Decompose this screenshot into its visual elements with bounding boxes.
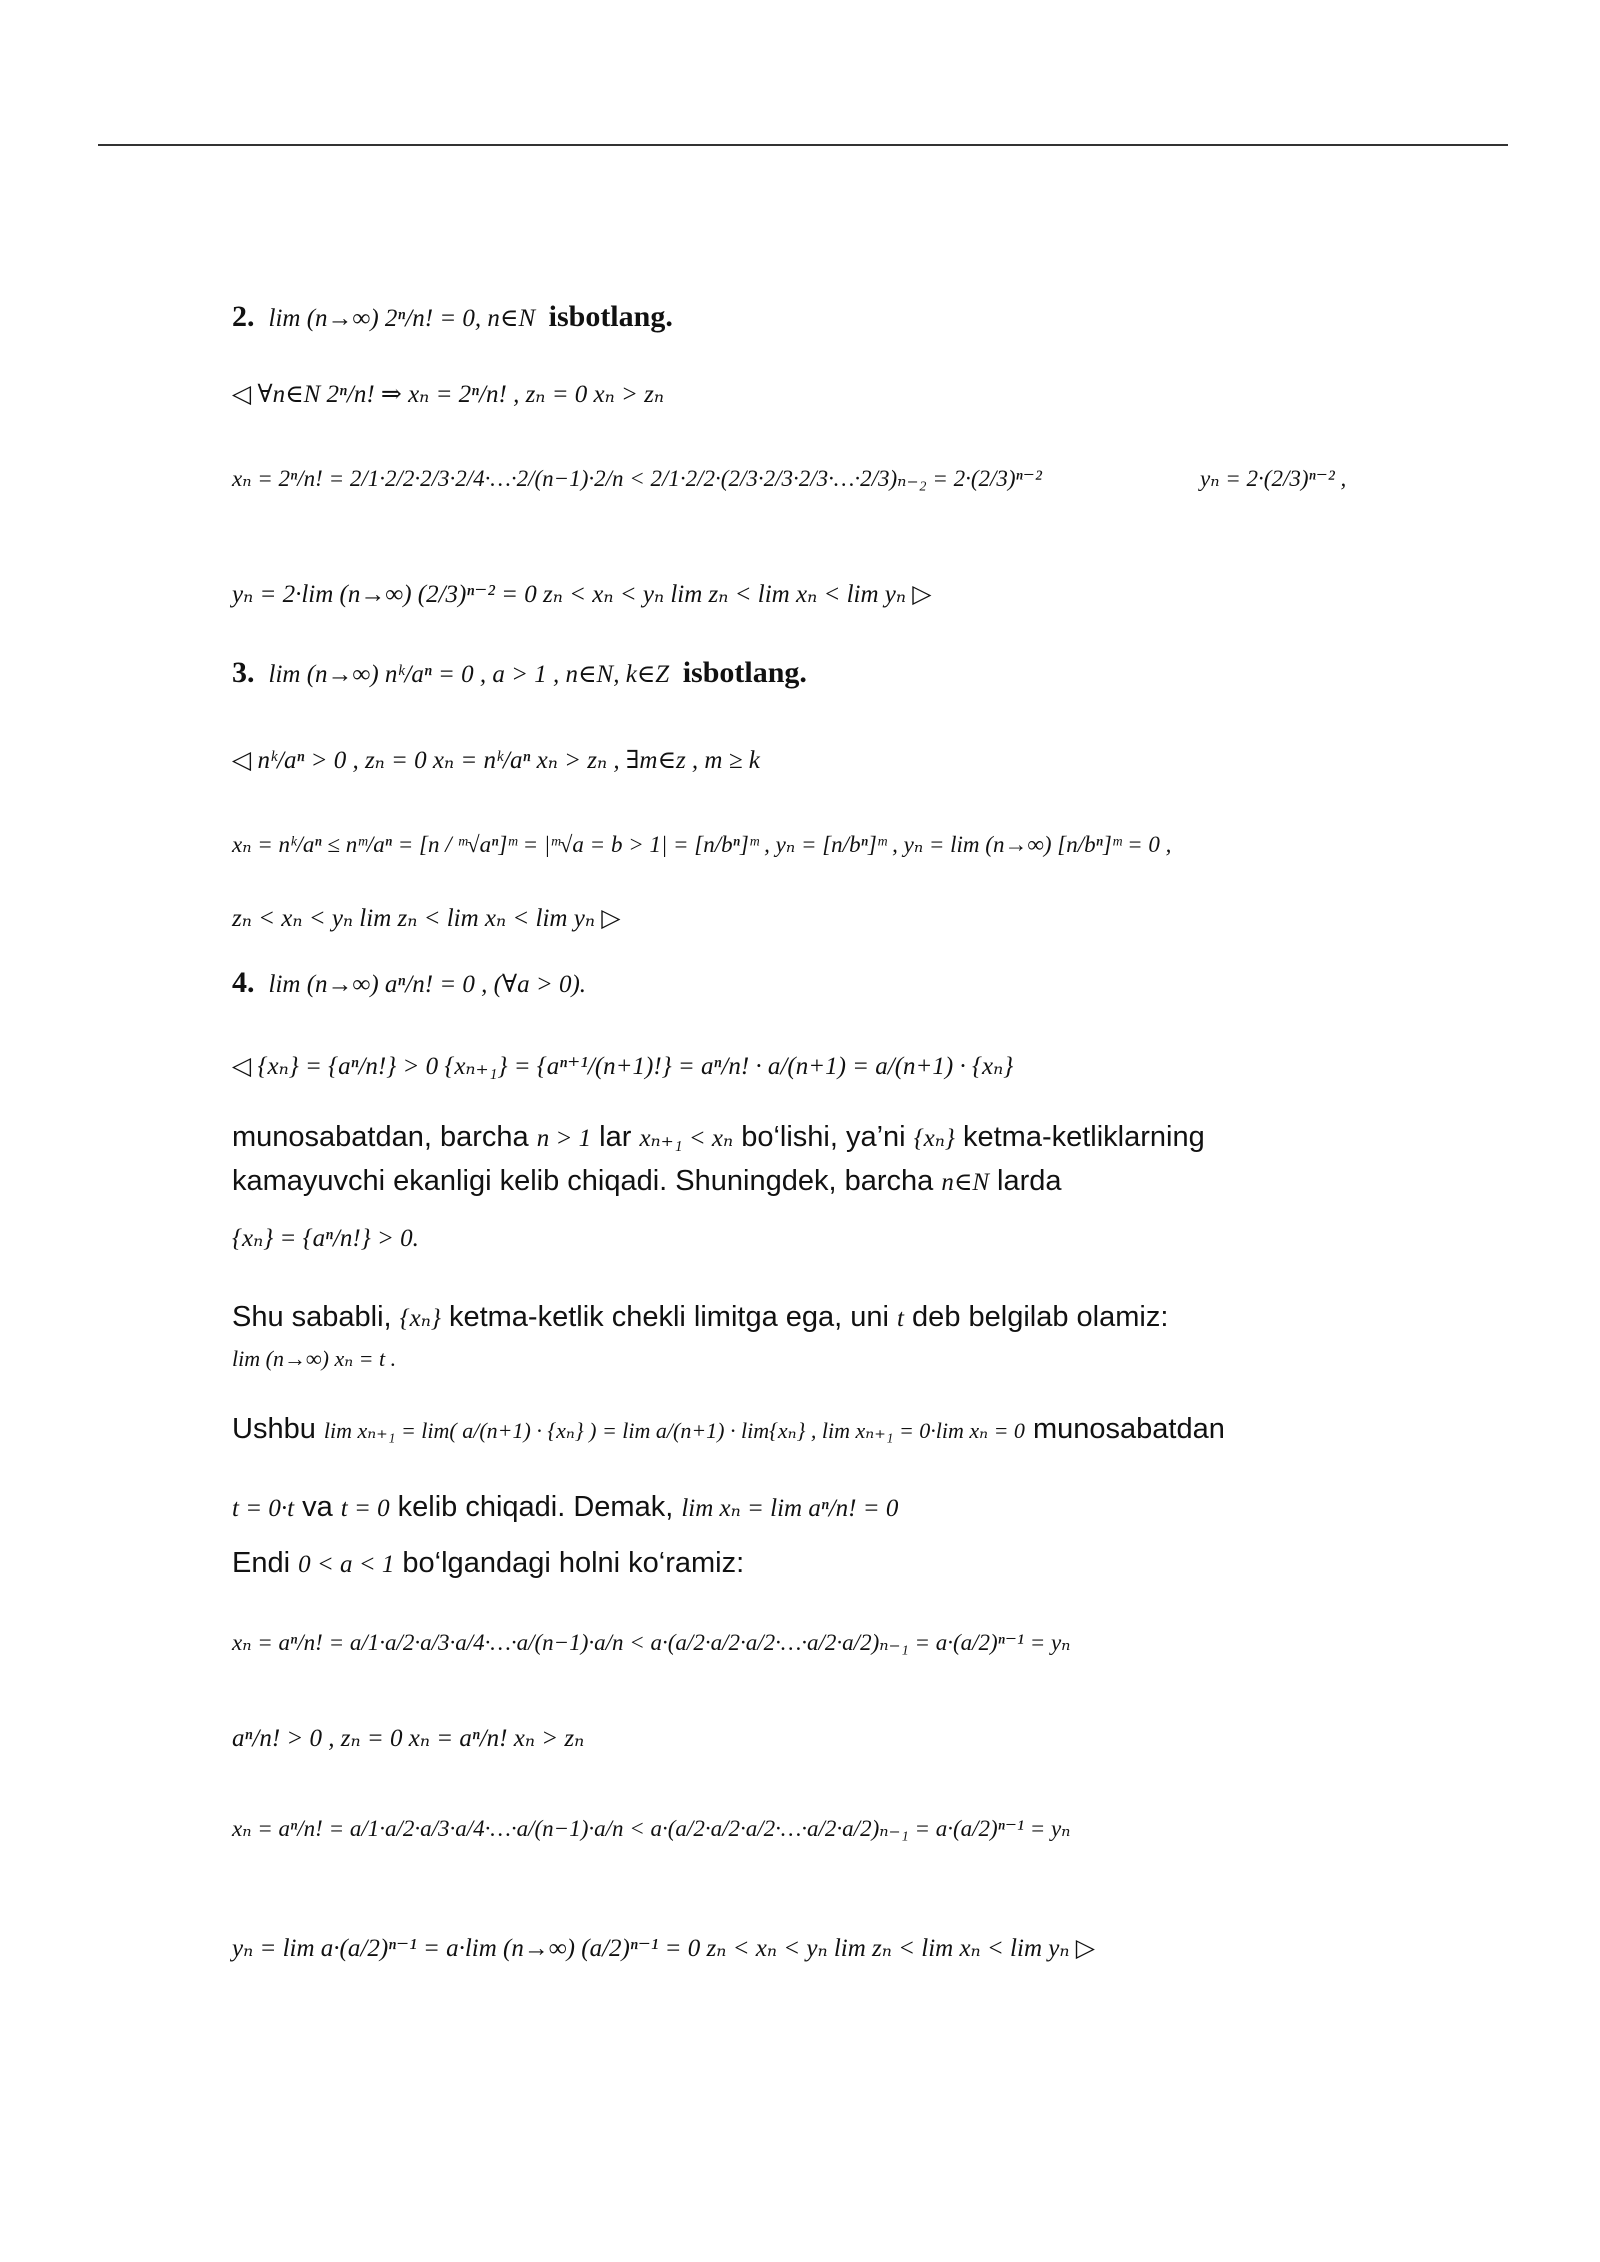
text-run: munosabatdan: [1024, 1413, 1225, 1445]
text-run: ketma-ketlik chekli limitga ega, uni: [440, 1301, 898, 1333]
text-run: Ushbu: [232, 1413, 324, 1445]
proof-line: ◁ nᵏ/aⁿ > 0 , zₙ = 0 xₙ = nᵏ/aⁿ xₙ > zₙ , ∃m∈z , m ≥ k: [232, 747, 760, 774]
math-run: t: [897, 1305, 904, 1332]
math-run: t = 0: [340, 1495, 390, 1522]
math-run: n > 1: [536, 1125, 592, 1152]
text-line: [232, 1300, 1168, 1336]
text-run: kelib chiqadi. Demak,: [389, 1491, 682, 1523]
proof-line: lim (n→∞) xₙ = t .: [232, 1346, 397, 1371]
task-word: isbotlang.: [682, 656, 807, 689]
limit-statement: lim (n→∞) nᵏ/aⁿ = 0 , a > 1 , n∈N, k∈Z: [268, 661, 670, 688]
limit-statement: lim (n→∞) aⁿ/n! = 0 , (∀a > 0).: [268, 971, 587, 998]
math-run: lim xₙ₊₁ = lim( a/(n+1) · {xₙ} ) = lim a/(n+1) · lim{xₙ} , lim xₙ₊₁ = 0·lim xₙ = 0: [323, 1418, 1025, 1443]
text-run: bo‘lgandagi holni ko‘ramiz:: [394, 1547, 745, 1579]
problem-2-heading: [232, 300, 673, 336]
proof-line: xₙ = aⁿ/n! = a/1·a/2·a/3·a/4·…·a/(n−1)·a/n < a·(a/2·a/2·a/2·…·a/2·a/2)ₙ₋₁ = a·(a/2)ⁿ⁻¹ = yₙ: [232, 1816, 1071, 1841]
text-run: ketma-ketliklarning: [954, 1121, 1205, 1153]
proof-line: zₙ < xₙ < yₙ lim zₙ < lim xₙ < lim yₙ ▷: [232, 905, 621, 932]
proof-line: yₙ = 2·(2/3)ⁿ⁻² ,: [1200, 466, 1347, 491]
proof-line: xₙ = 2ⁿ/n! = 2/1·2/2·2/3·2/4·…·2/(n−1)·2/n < 2/1·2/2·(2/3·2/3·2/3·…·2/3)ₙ₋₂ = 2·(2/3)ⁿ⁻²: [232, 466, 1042, 491]
text-run: kamayuvchi ekanligi kelib chiqadi. Shuningdek, barcha: [232, 1165, 942, 1197]
limit-statement: lim (n→∞) 2ⁿ/n! = 0, n∈N: [268, 305, 536, 332]
problem-4-heading: [232, 966, 586, 1002]
task-word: isbotlang.: [548, 300, 673, 333]
proof-line: xₙ = nᵏ/aⁿ ≤ nᵐ/aⁿ = [n / ᵐ√aⁿ]ᵐ = |ᵐ√a = b > 1| = [n/bⁿ]ᵐ , yₙ = [n/bⁿ]ᵐ , yₙ = lim (n→∞) [n/bⁿ]ᵐ = 0 ,: [232, 832, 1172, 857]
text-line: [232, 1412, 1225, 1448]
proof-line: {xₙ} = {aⁿ/n!} > 0.: [232, 1225, 419, 1252]
problem-number: 4.: [232, 966, 255, 999]
text-run: Shu sababli,: [232, 1301, 400, 1333]
proof-line: aⁿ/n! > 0 , zₙ = 0 xₙ = aⁿ/n! xₙ > zₙ: [232, 1725, 585, 1752]
math-run: {xₙ}: [913, 1125, 955, 1152]
text-line: [232, 1120, 1205, 1156]
text-line: [232, 1164, 1062, 1200]
problem-3-heading: [232, 656, 807, 692]
text-line: [232, 1546, 744, 1582]
text-run: bo‘lishi, ya’ni: [733, 1121, 914, 1153]
text-run: Endi: [232, 1547, 299, 1579]
text-line: [232, 1490, 898, 1526]
problem-number: 3.: [232, 656, 255, 689]
problem-number: 2.: [232, 300, 255, 333]
proof-line: yₙ = 2·lim (n→∞) (2/3)ⁿ⁻² = 0 zₙ < xₙ < yₙ lim zₙ < lim xₙ < lim yₙ ▷: [232, 581, 932, 608]
text-run: lar: [591, 1121, 640, 1153]
math-run: n∈N: [941, 1169, 989, 1196]
proof-line: ◁ ∀n∈N 2ⁿ/n! ⇒ xₙ = 2ⁿ/n! , zₙ = 0 xₙ > zₙ: [232, 381, 665, 408]
text-run: larda: [989, 1165, 1062, 1197]
math-run: lim xₙ = lim aⁿ/n! = 0: [681, 1495, 899, 1522]
math-run: xₙ₊₁ < xₙ: [639, 1125, 734, 1152]
proof-line: ◁ {xₙ} = {aⁿ/n!} > 0 {xₙ₊₁} = {aⁿ⁺¹/(n+1)!} = aⁿ/n! · a/(n+1) = a/(n+1) · {xₙ}: [232, 1053, 1014, 1080]
math-run: t = 0·t: [232, 1495, 295, 1522]
text-run: munosabatdan, barcha: [232, 1121, 537, 1153]
math-run: {xₙ}: [399, 1305, 441, 1332]
math-run: 0 < a < 1: [298, 1551, 395, 1578]
text-run: deb belgilab olamiz:: [904, 1301, 1169, 1333]
proof-line: yₙ = lim a·(a/2)ⁿ⁻¹ = a·lim (n→∞) (a/2)ⁿ⁻¹ = 0 zₙ < xₙ < yₙ lim zₙ < lim xₙ < lim yₙ ▷: [232, 1935, 1095, 1962]
proof-line: xₙ = aⁿ/n! = a/1·a/2·a/3·a/4·…·a/(n−1)·a/n < a·(a/2·a/2·a/2·…·a/2·a/2)ₙ₋₁ = a·(a/2)ⁿ⁻¹ = yₙ: [232, 1630, 1071, 1655]
text-run: va: [294, 1491, 341, 1523]
header-rule: [98, 144, 1508, 146]
